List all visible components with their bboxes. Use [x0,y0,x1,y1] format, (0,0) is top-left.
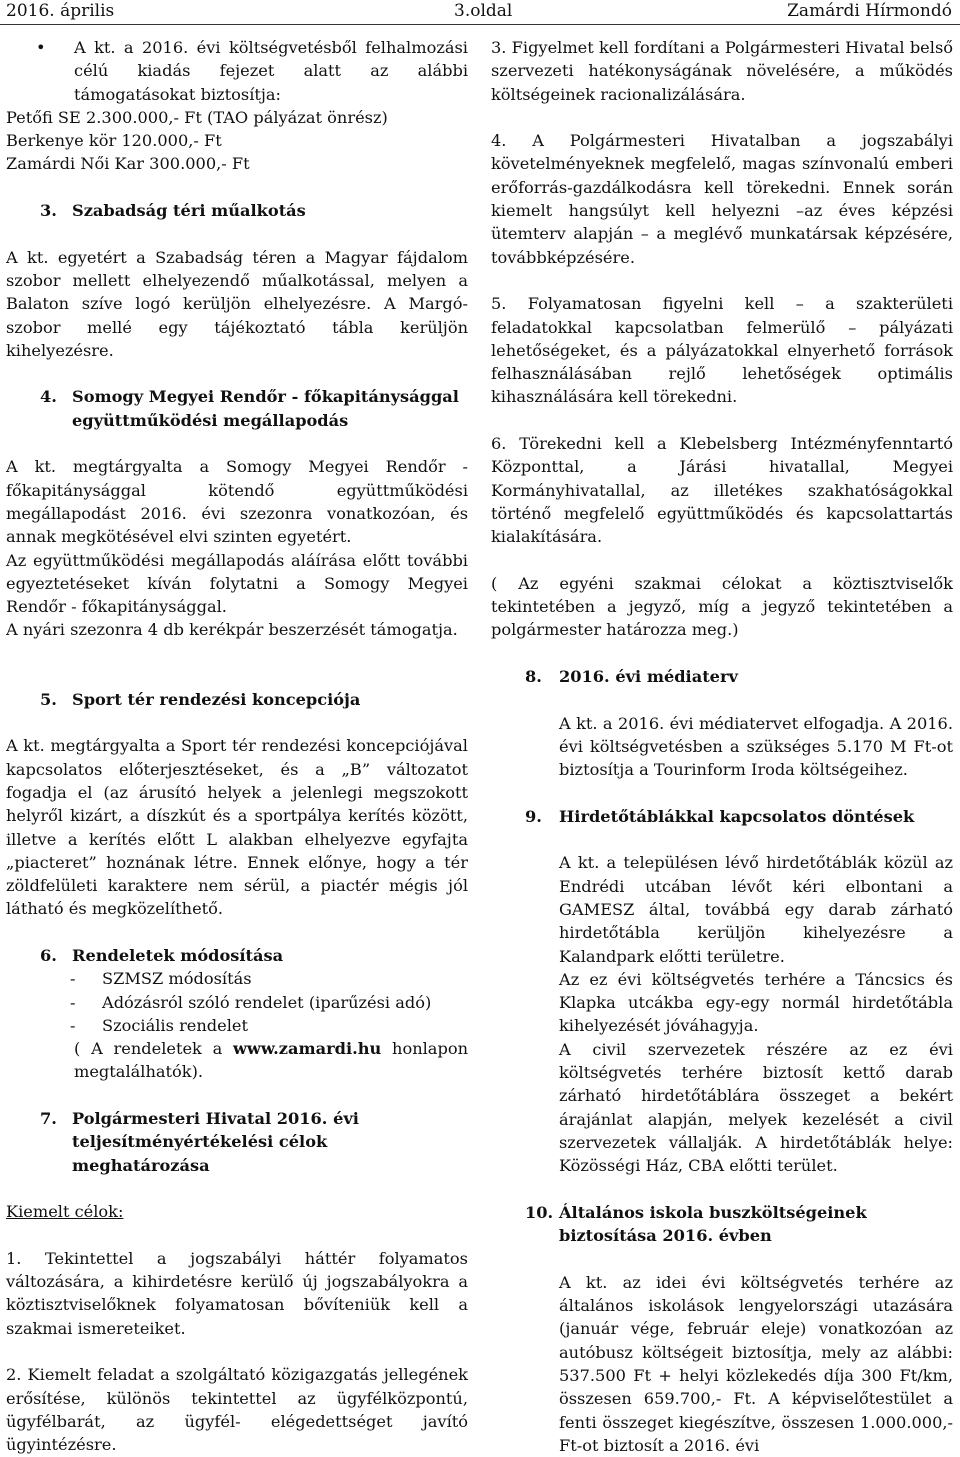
section-6-heading: 6. Rendeletek módosítása [40,945,284,965]
section-7-heading: 7. Polgármesteri Hivatal 2016. évi teljesítményértékelési célok meghatározása [40,1109,359,1175]
ordinance-note: ( A rendeletek a www.zamardi.hu honlapon megtalálhatók). [74,1039,468,1082]
ordinance-item: - Adózásról szóló rendelet (iparűzési adó) [70,992,432,1012]
bullet-dot: • [36,38,46,57]
section-4-paragraph-3: A nyári szezonra 4 db kerékpár beszerzését támogatja. [6,620,458,640]
allocation-3: Zamárdi Női Kar 300.000,- Ft [6,154,250,174]
key-goals-label: Kiemelt célok: [6,1202,124,1222]
left-column [6,36,468,1457]
section-9-paragraph-2: Az ez évi költségvetés terhére a Táncsics és Klapka utcákba egy-egy normál hirdetőtábla kihelyezését jóváhagyja. [559,969,953,1036]
section-10-text: A kt. az idei évi költségvetés terhére az általános iskolások lengyelországi utazására (január vége, február eleje) vonatkozóan az autóbusz költségeit biztosítja, mely az alábbi: 537.500 Ft + helyi közlekedés díja 300 Ft/km, összesen 659.700,- Ft. A képviselőtestület a fenti összeget kiegészítve, összesen 1.000.000,- Ft-ot biztosít a 2016. évi [559,1272,953,1455]
goal-5: 5. Folyamatosan figyelni kell – a szakterületi feladatokkal kapcsolatban felmerülő – pályázati lehetőségeket, és a pályázatokkal elnyerhető források felhasználásában rejlő lehetőségek optimális kihasználására kell törekedni. [491,294,953,407]
section-9-paragraph-1: A kt. a településen lévő hirdetőtáblák közül az Endrédi utcában lévőt kéri elbontani a GAMESZ által, továbbá egy darab zárható hirdetőtábla kerüljön kihelyezésre a Kalandpark előtti területre. [559,853,953,966]
ordinance-item: - SZMSZ módosítás [70,969,252,989]
section-5-heading: 5. Sport tér rendezési koncepciója [40,689,361,709]
goal-4: 4. A Polgármesteri Hivatalban a jogszabályi követelményeknek megfelelő, magas színvonalú emberi erőforrás-gazdálkodásra kell törekedni. Ennek során kiemelt hangsúlyt kell helyezni –az éves képzési ütemterv alapján – a meglévő munkatársak képzésére, továbbképzésére. [491,131,953,267]
section-9-paragraph-3: A civil szervezetek részére az ez évi költségvetés terhére biztosít kettő darab zárható hirdetőtáblára összeget a bekért árajánlat alapján, melyek kezelését a civil szervezetek vállalják. A hirdetőtáblák helye: Közösségi Ház, CBA előtti terület. [559,1039,953,1176]
right-column [491,36,953,1457]
header-date: 2016. április [6,1,115,21]
section-3-heading: 3. Szabadság téri műalkotás [40,201,306,221]
section-4-paragraph-1: A kt. megtárgyalta a Somogy Megyei Rendőr - főkapitánysággal kötendő együttműködési megállapodást 2016. évi szezonra vonatkozóan, és annak megkötésével elvi szinten egyetért. [6,457,468,547]
section-4-heading: 4. Somogy Megyei Rendőr - főkapitánysággal együttműködési megállapodás [40,387,459,430]
header-page-number: 3.oldal [454,1,513,21]
goal-2: 2. Kiemelt feladat a szolgáltató közigazgatás jellegének erősítése, különös tekintettel az ügyfélközpontú, ügyfélbarát, az ügyfél- elégedettséget javító ügyintézésre. [6,1365,468,1455]
section-4-paragraph-2: Az együttműködési megállapodás aláírása előtt további egyeztetéseket kíván folytatni a Somogy Megyei Rendőr - főkapitánysággal. [6,550,468,617]
section-9-heading: 9. Hirdetőtáblákkal kapcsolatos döntések [525,806,915,826]
section-8-text: A kt. a 2016. évi médiatervet elfogadja. A 2016. évi költségvetésben a szükséges 5.170 M Ft-ot biztosítja a Tourinform Iroda költségeihez. [559,713,953,780]
website-link: www.zamardi.hu [233,1039,382,1059]
budget-bullet-text: A kt. a 2016. évi költségvetésből felhalmozási célú kiadás fejezet alatt az alábbi támogatásokat biztosítja: [74,38,468,104]
page-header [0,0,960,25]
goal-note: ( Az egyéni szakmai célokat a köztisztviselők tekintetében a jegyző, míg a jegyző tekintetében a polgármester határozza meg.) [491,573,953,640]
ordinance-item: - Szociális rendelet [70,1015,249,1035]
allocation-2: Berkenye kör 120.000,- Ft [6,131,222,151]
goal-1: 1. Tekintettel a jogszabályi háttér folyamatos változására, a kihirdetésre kerülő új jogszabályokra a köztisztviselőknek folyamatosan bővíteniük kell a szakmai ismereteiket. [6,1248,468,1338]
section-3-text: A kt. egyetért a Szabadság téren a Magyar fájdalom szobor mellett elhelyezendő műalkotással, melyen a Balaton szíve logó kerüljön elhelyezésre. A Margó-szobor mellé egy tájékoztató tábla kerüljön kihelyezésre. [6,247,468,360]
allocation-1: Petőfi SE 2.300.000,- Ft (TAO pályázat önrész) [6,107,388,127]
goal-6: 6. Törekedni kell a Klebelsberg Intézményfenntartó Központtal, a Járási hivatallal, Megyei Kormányhivatallal, az illetékes szakhatóságokkal történő megfelelő együttműködés és kapcsolattartás kialakítására. [491,434,953,547]
header-publication: Zamárdi Hírmondó [787,1,952,21]
budget-bullet [6,36,468,106]
goal-3: 3. Figyelmet kell fordítani a Polgármesteri Hivatal belső szervezeti hatékonyságának növelésére, a működés költségeinek racionalizálására. [491,38,953,104]
section-10-heading: 10. Általános iskola buszköltségeinek biztosítása 2016. évben [525,1202,867,1246]
section-8-heading: 8. 2016. évi médiaterv [525,667,738,687]
section-5-text: A kt. megtárgyalta a Sport tér rendezési koncepciójával kapcsolatos előterjesztéseket, és a „B” változatot fogadja el (az árusító helyek a jelenlegi megszokott helyről kizárt, a díszkút és a sportpálya kerítés között, illetve a kerítés előtt L alakban elhelyezve egyfajta „piacteret” hoznának létre. Ennek előnye, hogy a tér zöldfelületi karaktere nem sérül, a piactér mégis jól látható és megközelíthető. [6,736,468,919]
